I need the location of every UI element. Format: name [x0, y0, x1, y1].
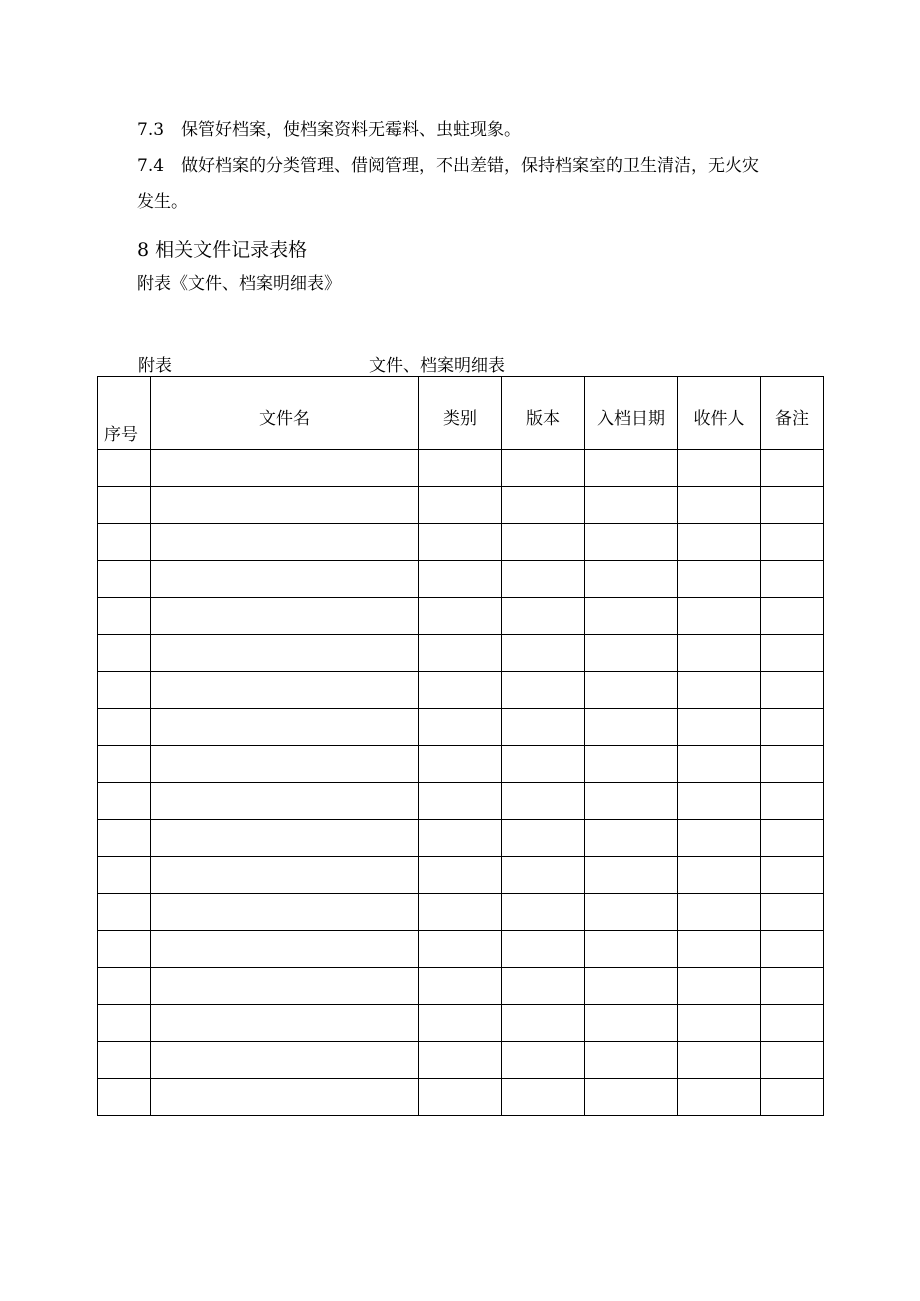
table-cell[interactable]	[98, 561, 151, 598]
table-cell[interactable]	[419, 931, 502, 968]
table-cell[interactable]	[502, 894, 585, 931]
table-cell[interactable]	[678, 783, 761, 820]
table-cell[interactable]	[585, 820, 678, 857]
table-cell[interactable]	[98, 857, 151, 894]
table-cell[interactable]	[585, 487, 678, 524]
archive-detail-table	[97, 376, 824, 1116]
table-cell[interactable]	[585, 598, 678, 635]
table-cell[interactable]	[585, 894, 678, 931]
paragraph-7-4	[137, 156, 759, 176]
table-cell[interactable]	[151, 672, 419, 709]
table-cell[interactable]	[419, 968, 502, 1005]
table-row	[98, 1042, 824, 1079]
table-cell[interactable]	[419, 524, 502, 561]
table-cell[interactable]	[151, 561, 419, 598]
table-cell[interactable]	[98, 1042, 151, 1079]
table-cell[interactable]	[98, 450, 151, 487]
table-cell[interactable]	[585, 857, 678, 894]
table-cell[interactable]	[585, 561, 678, 598]
table-cell[interactable]	[678, 857, 761, 894]
table-cell[interactable]	[98, 524, 151, 561]
table-cell[interactable]	[419, 709, 502, 746]
table-row	[98, 450, 824, 487]
table-cell[interactable]	[585, 1079, 678, 1116]
table-cell[interactable]	[761, 894, 824, 931]
table-cell[interactable]	[502, 598, 585, 635]
table-cell[interactable]	[585, 746, 678, 783]
table-row	[98, 524, 824, 561]
table-cell[interactable]	[585, 450, 678, 487]
table-cell[interactable]	[502, 672, 585, 709]
table-cell[interactable]	[761, 857, 824, 894]
table-cell[interactable]	[678, 1079, 761, 1116]
table-cell[interactable]	[419, 487, 502, 524]
table-cell[interactable]	[419, 857, 502, 894]
table-row	[98, 635, 824, 672]
table-cell[interactable]	[502, 635, 585, 672]
table-cell[interactable]	[98, 1079, 151, 1116]
table-cell[interactable]	[761, 487, 824, 524]
table-row	[98, 783, 824, 820]
table-body	[98, 450, 824, 1116]
table-caption-label: 附表	[138, 356, 172, 376]
table-cell[interactable]	[502, 1005, 585, 1042]
section-heading: 8 相关文件记录表格	[137, 239, 308, 261]
table-row	[98, 561, 824, 598]
table-cell[interactable]	[761, 561, 824, 598]
table-cell[interactable]	[151, 635, 419, 672]
paragraph-number: 7.4	[137, 156, 165, 176]
table-cell[interactable]	[761, 746, 824, 783]
table-cell[interactable]	[502, 524, 585, 561]
table-cell[interactable]	[98, 820, 151, 857]
paragraph-text: 保管好档案，使档案资料无霉料、虫蛀现象。	[181, 120, 521, 140]
table-cell[interactable]	[761, 709, 824, 746]
table-row	[98, 598, 824, 635]
table-cell[interactable]	[151, 598, 419, 635]
table-cell[interactable]	[761, 968, 824, 1005]
table-cell[interactable]	[678, 672, 761, 709]
table-cell[interactable]	[502, 857, 585, 894]
table-cell[interactable]	[98, 931, 151, 968]
table-cell[interactable]	[678, 894, 761, 931]
table-cell[interactable]	[502, 968, 585, 1005]
table-cell[interactable]	[419, 746, 502, 783]
table-cell[interactable]	[678, 598, 761, 635]
header-cell: 文件名	[151, 377, 419, 450]
table-cell[interactable]	[151, 968, 419, 1005]
table-cell[interactable]	[98, 709, 151, 746]
header-cell: 备注	[761, 377, 824, 450]
table-cell[interactable]	[761, 1042, 824, 1079]
header-cell: 类别	[419, 377, 502, 450]
table-row	[98, 894, 824, 931]
paragraph-number: 7.3	[137, 120, 165, 140]
table-cell[interactable]	[585, 931, 678, 968]
table-row	[98, 820, 824, 857]
table-cell[interactable]	[761, 598, 824, 635]
table-cell[interactable]	[761, 931, 824, 968]
table-cell[interactable]	[585, 968, 678, 1005]
table-cell[interactable]	[419, 1005, 502, 1042]
table-cell[interactable]	[151, 857, 419, 894]
table-cell[interactable]	[151, 746, 419, 783]
table-cell[interactable]	[151, 450, 419, 487]
table-cell[interactable]	[151, 487, 419, 524]
table-cell[interactable]	[761, 1079, 824, 1116]
table-cell[interactable]	[419, 450, 502, 487]
table-cell[interactable]	[678, 1005, 761, 1042]
paragraph-7-4-continuation: 发生。	[137, 192, 188, 212]
table-cell[interactable]	[678, 820, 761, 857]
table-cell[interactable]	[761, 1005, 824, 1042]
table-cell[interactable]	[761, 820, 824, 857]
header-cell: 收件人	[678, 377, 761, 450]
table-cell[interactable]	[502, 820, 585, 857]
table-cell[interactable]	[151, 783, 419, 820]
table-cell[interactable]	[761, 524, 824, 561]
table-cell[interactable]	[151, 1042, 419, 1079]
table-cell[interactable]	[502, 709, 585, 746]
table-row	[98, 1005, 824, 1042]
table-cell[interactable]	[151, 1005, 419, 1042]
header-cell: 入档日期	[585, 377, 678, 450]
table-cell[interactable]	[678, 561, 761, 598]
table-cell[interactable]	[585, 524, 678, 561]
table-cell[interactable]	[151, 709, 419, 746]
table-cell[interactable]	[419, 561, 502, 598]
table-cell[interactable]	[678, 450, 761, 487]
table-row	[98, 968, 824, 1005]
table-cell[interactable]	[678, 746, 761, 783]
table-cell[interactable]	[761, 672, 824, 709]
table-cell[interactable]	[151, 524, 419, 561]
table-row	[98, 672, 824, 709]
table-cell[interactable]	[761, 450, 824, 487]
table-row	[98, 746, 824, 783]
header-cell: 序号	[98, 377, 151, 450]
table-cell[interactable]	[419, 783, 502, 820]
table-cell[interactable]	[419, 1042, 502, 1079]
table-cell[interactable]	[585, 1005, 678, 1042]
table-cell[interactable]	[678, 635, 761, 672]
paragraph-7-3	[137, 120, 521, 140]
table-header-row	[98, 377, 824, 450]
table-cell[interactable]	[761, 783, 824, 820]
table-cell[interactable]	[585, 783, 678, 820]
table-cell[interactable]	[585, 672, 678, 709]
table-caption-title: 文件、档案明细表	[369, 356, 505, 376]
table-cell[interactable]	[585, 635, 678, 672]
table-cell[interactable]	[502, 561, 585, 598]
table-cell[interactable]	[98, 672, 151, 709]
header-cell: 版本	[502, 377, 585, 450]
table-cell[interactable]	[419, 672, 502, 709]
table-cell[interactable]	[502, 1079, 585, 1116]
table-cell[interactable]	[98, 783, 151, 820]
table-cell[interactable]	[585, 1042, 678, 1079]
table-cell[interactable]	[151, 1079, 419, 1116]
table-row	[98, 857, 824, 894]
table-cell[interactable]	[98, 635, 151, 672]
paragraph-text: 做好档案的分类管理、借阅管理，不出差错，保持档案室的卫生清洁，无火灾	[181, 156, 759, 176]
table-cell[interactable]	[678, 931, 761, 968]
table-cell[interactable]	[151, 931, 419, 968]
attachment-reference: 附表《文件、档案明细表》	[137, 274, 341, 294]
table-cell[interactable]	[98, 598, 151, 635]
table-cell[interactable]	[419, 1079, 502, 1116]
table-cell[interactable]	[98, 894, 151, 931]
table-cell[interactable]	[502, 783, 585, 820]
table-cell[interactable]	[151, 820, 419, 857]
table-cell[interactable]	[678, 709, 761, 746]
table-cell[interactable]	[98, 487, 151, 524]
table-cell[interactable]	[678, 968, 761, 1005]
table-row	[98, 931, 824, 968]
table-cell[interactable]	[761, 635, 824, 672]
table-cell[interactable]	[419, 894, 502, 931]
table-row	[98, 709, 824, 746]
table-cell[interactable]	[502, 746, 585, 783]
table-cell[interactable]	[98, 1005, 151, 1042]
table-cell[interactable]	[151, 894, 419, 931]
table-cell[interactable]	[502, 931, 585, 968]
table-row	[98, 487, 824, 524]
table-cell[interactable]	[502, 450, 585, 487]
table-cell[interactable]	[585, 709, 678, 746]
table-cell[interactable]	[98, 968, 151, 1005]
table-cell[interactable]	[419, 598, 502, 635]
table-cell[interactable]	[98, 746, 151, 783]
table-cell[interactable]	[502, 487, 585, 524]
table-cell[interactable]	[419, 820, 502, 857]
table-cell[interactable]	[678, 524, 761, 561]
table-cell[interactable]	[502, 1042, 585, 1079]
table-cell[interactable]	[678, 1042, 761, 1079]
table-cell[interactable]	[419, 635, 502, 672]
table-cell[interactable]	[678, 487, 761, 524]
table-row	[98, 1079, 824, 1116]
